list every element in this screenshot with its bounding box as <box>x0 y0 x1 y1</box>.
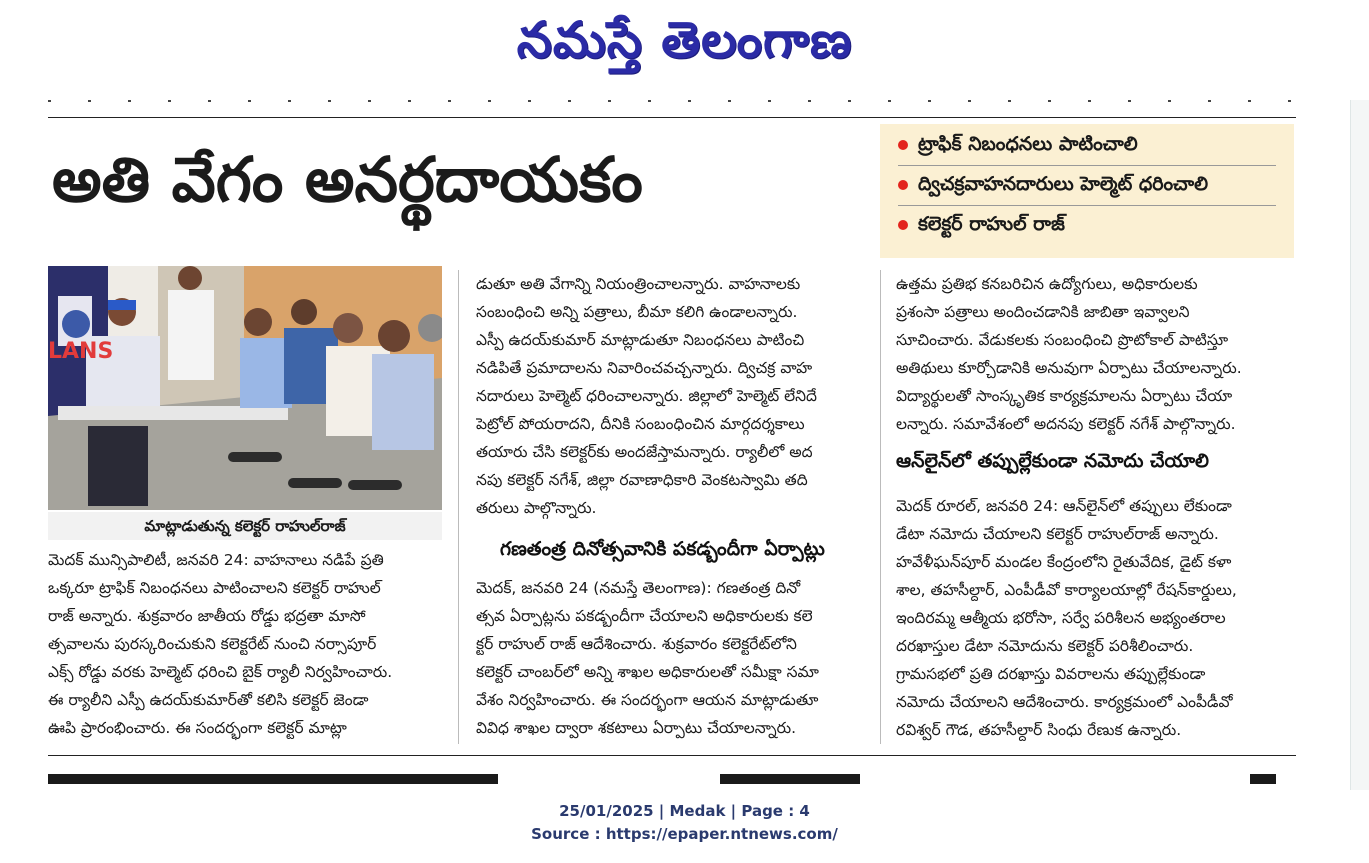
next-story-fragment <box>1250 768 1276 784</box>
adjacent-page-edge <box>1350 100 1369 790</box>
text-line: కలెక్టర్ చాంబర్‌లో అన్ని శాఖల అధికారులతో సమీక్షా సమా <box>476 663 819 681</box>
text-line: నమోదు చేయాలని ఆదేశించారు. కార్యక్రమంలో ఎంపీడీవో <box>896 693 1233 711</box>
text-line: ప్రశంసా పత్రాలు అందించడానికి జాబితా ఇవ్వాలని <box>896 303 1190 321</box>
footer-date-line: 25/01/2025 | Medak | Page : 4 <box>559 802 810 820</box>
subheading-online-registration: ఆన్‌లైన్‌లో తప్పుల్లేకుండా నమోదు చేయాలి <box>896 450 1209 472</box>
text-line: ఇందిరమ్మ ఆత్మీయ భరోసా, సర్వే పరిశీలన అభ్యంతరాల <box>896 609 1226 627</box>
text-line: తరులు పాల్గొన్నారు. <box>476 499 597 517</box>
text-line: వేశం నిర్వహించారు. ఈ సందర్భంగా ఆయన మాట్లాడుతూ <box>476 691 819 709</box>
text-line: ఈ ర్యాలీని ఎస్పీ ఉదయ్‌కుమార్‌తో కలిసి కలెక్టర్ జెండా <box>48 691 369 709</box>
text-line: అతిథులు కూర్చోడానికి అనువుగా ఏర్పాటు చేయాలన్నారు. <box>896 359 1242 377</box>
highlights-box <box>880 124 1294 258</box>
text-line: నదారులు హెల్మెట్ ధరించాలన్నారు. జిల్లాలో హెల్మెట్ లేనిదే <box>476 387 817 405</box>
text-line: ఎక్స్ రోడ్డు వరకు హెల్మెట్ ధరించి బైక్ ర్యాలీ నిర్వహించారు. <box>48 663 393 681</box>
highlight-item: ద్విచక్రవాహనదారులు హెల్మెట్ ధరించాలి <box>898 170 1208 198</box>
column-3-text <box>896 270 1296 438</box>
article-photo <box>48 266 442 510</box>
text-line: ఒక్కరూ ట్రాఫిక్ నిబంధనలు పాటించాలని కలెక్టర్ రాహుల్ <box>48 579 381 597</box>
republic-day-text <box>476 574 870 742</box>
text-line: శాల, తహసీల్దార్, ఎంపీడీవో కార్యాలయాల్లో రేషన్‌కార్డులు, <box>896 581 1237 599</box>
text-line: మెదక్ మున్సిపాలిటీ, జనవరి 24: వాహనాలు నడిపే ప్రతి <box>48 551 384 569</box>
text-line: డేటా నమోదు చేయాలని కలెక్టర్ రాహుల్‌రాజ్ అన్నారు. <box>896 525 1219 543</box>
text-line: దరఖాస్తుల డేటా నమోదును కలెక్టర్ పరిశీలించారు. <box>896 637 1194 655</box>
text-line: తయారు చేసి కలెక్టర్‌కు అందజేస్తామన్నారు. ర్యాలీలో అద <box>476 443 813 461</box>
photo-banner-text: LANS <box>48 339 114 364</box>
text-line: గ్రామసభలో ప్రతి దరఖాస్తు వివరాలను తప్పుల్లేకుండా <box>896 665 1206 683</box>
text-line: లన్నారు. సమావేశంలో అదనపు కలెక్టర్ నగేశ్ పాల్గొన్నారు. <box>896 415 1236 433</box>
highlight-item: ట్రాఫిక్ నిబంధనలు పాటించాలి <box>898 130 1138 158</box>
text-line: నపు కలెక్టర్ నగేశ్, జిల్లా రవాణాధికారి వెంకటస్వామి తది <box>476 471 808 489</box>
next-story-fragment <box>48 768 498 784</box>
text-line: త్సవ ఏర్పాట్లను పకడ్బందీగా చేయాలని అధికారులకు కలె <box>476 607 813 625</box>
text-line: రవిశ్వర్ గౌడ, తహసీల్దార్ సింధు రేణుక ఉన్నారు. <box>896 721 1182 739</box>
online-registration-text <box>896 492 1296 744</box>
text-line: విద్యార్థులతో సాంస్కృతిక కార్యక్రమాలను ఏర్పాటు చేయా <box>896 387 1233 405</box>
next-story-fragment <box>720 768 860 784</box>
headline: అతి వేగం అనర్థదాయకం <box>52 143 643 216</box>
bottom-divider <box>48 755 1296 756</box>
column-1-text <box>48 546 444 742</box>
column-2-text <box>476 270 870 522</box>
top-divider <box>48 117 1296 118</box>
text-line: క్టర్ రాహుల్ రాజ్ ఆదేశించారు. శుక్రవారం కలెక్టరేట్‌లోని <box>476 635 797 653</box>
highlight-separator <box>898 165 1276 166</box>
bullet-icon <box>898 220 908 230</box>
meeting-photo-illustration <box>48 266 442 510</box>
text-line: డుతూ అతి వేగాన్ని నియంత్రించాలన్నారు. వాహనాలకు <box>476 275 801 293</box>
text-line: హవేళీఘన్‌పూర్ మండల కేంద్రంలోని రైతువేదిక, డైట్ కళా <box>896 553 1232 571</box>
highlight-separator <box>898 205 1276 206</box>
text-line: సూచించారు. వేడుకలకు సంబంధించి ప్రొటోకాల్ పాటిస్తూ <box>896 331 1229 349</box>
text-line: ఉత్తమ ప్రతిభ కనబరిచిన ఉద్యోగులు, అధికారులకు <box>896 275 1198 293</box>
text-line: నడిపితే ప్రమాదాలను నివారించవచ్చన్నారు. ద్విచక్ర వాహ <box>476 359 813 377</box>
subheading-republic-day: గణతంత్ర దినోత్సవానికి పకడ్బందీగా ఏర్పాట్లు <box>500 538 825 560</box>
highlight-item: కలెక్టర్ రాహుల్ రాజ్ <box>898 210 1065 238</box>
text-line: వివిధ శాఖల ద్వారా శకటాలు ఏర్పాటు చేయాలన్నారు. <box>476 719 797 737</box>
top-dotted-rule <box>48 100 1296 102</box>
photo-caption: మాట్లాడుతున్న కలెక్టర్ రాహుల్‌రాజ్ <box>48 512 442 540</box>
text-line: ఎస్పీ ఉదయ్‌కుమార్ మాట్లాడుతూ నిబంధనలు పాటించి <box>476 331 805 349</box>
column-divider <box>458 270 459 744</box>
bullet-icon <box>898 180 908 190</box>
text-line: ఊపి ప్రారంభించారు. ఈ సందర్భంగా కలెక్టర్ మాట్లా <box>48 719 347 737</box>
footer-source-link[interactable]: Source : https://epaper.ntnews.com/ <box>531 825 838 843</box>
text-line: మెదక్, జనవరి 24 (నమస్తే తెలంగాణ): గణతంత్ర దినో <box>476 579 801 597</box>
column-divider <box>880 270 881 744</box>
masthead-logo: నమస్తే తెలంగాణ <box>516 11 853 69</box>
text-line: మెదక్ రూరల్, జనవరి 24: ఆన్‌లైన్‌లో తప్పులు లేకుండా <box>896 497 1232 515</box>
text-line: రాజ్ అన్నారు. శుక్రవారం జాతీయ రోడ్డు భద్రతా మాసో <box>48 607 366 625</box>
text-line: త్సవాలను పురస్కరించుకుని కలెక్టరేట్ నుంచి నర్సాపూర్ <box>48 635 377 653</box>
text-line: సంబంధించి అన్ని పత్రాలు, బీమా కలిగి ఉండాలన్నారు. <box>476 303 798 321</box>
bullet-icon <box>898 140 908 150</box>
text-line: పెట్రోల్ పోయరాదని, దీనికి సంబంధించిన మార్గదర్శకాలు <box>476 415 805 433</box>
